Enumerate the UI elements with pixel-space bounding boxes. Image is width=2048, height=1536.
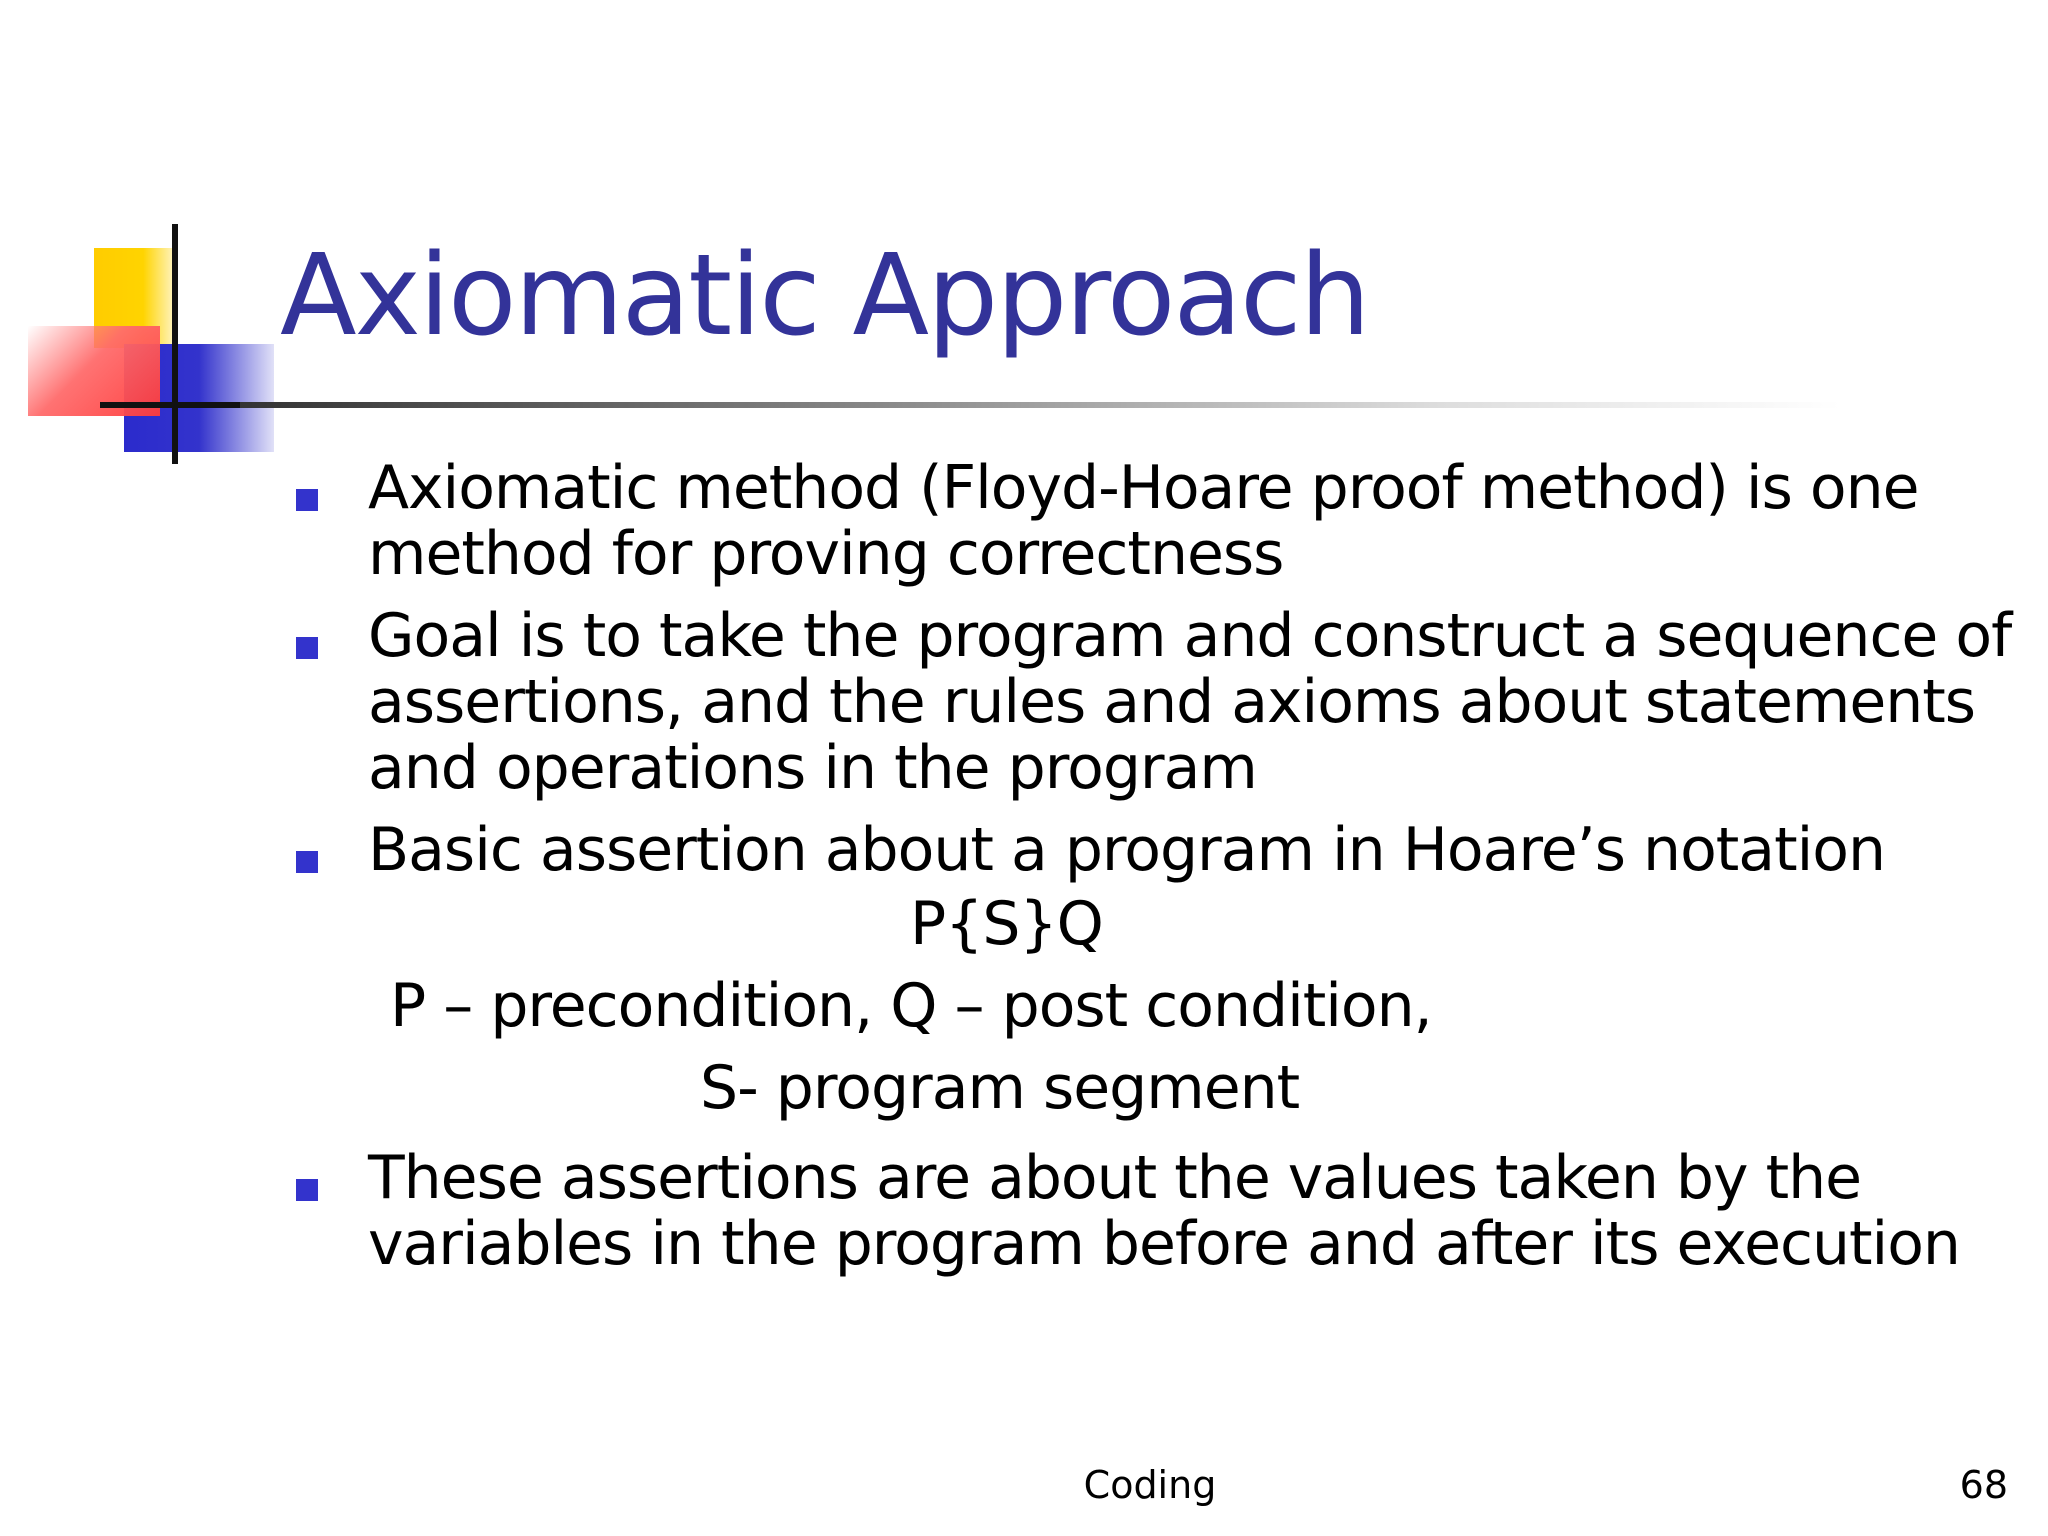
square-bullet-icon [296, 489, 318, 511]
page-number: 68 [1959, 1463, 2008, 1507]
slide-title: Axiomatic Approach [280, 231, 1369, 361]
slide-content [290, 455, 2030, 1293]
notation-definition-line2: S- program segment [700, 1053, 1300, 1123]
square-bullet-icon [296, 1179, 318, 1201]
footer-title: Coding [1083, 1463, 1217, 1507]
bullet-list-continued [290, 1145, 2030, 1277]
slide-logo [0, 0, 300, 480]
bullet-item [290, 455, 2030, 587]
bullet-item [290, 603, 2030, 801]
bullet-text: These assertions are about the values taken by the variables in the program before and after its execution [368, 1143, 1960, 1279]
bullet-item [290, 1145, 2030, 1277]
bullet-text: Basic assertion about a program in Hoare’s notation [368, 815, 1885, 885]
bullet-text: Goal is to take the program and construct a sequence of assertions, and the rules and axioms about statements and operations in the program [368, 601, 2012, 803]
notation-definition-line1: P – precondition, Q – post condition, [390, 971, 1432, 1041]
bullet-item [290, 817, 2030, 883]
hoare-notation: P{S}Q [910, 889, 1103, 959]
logo-vertical-line [172, 224, 178, 464]
title-underline [240, 402, 1840, 408]
square-bullet-icon [296, 637, 318, 659]
bullet-list [290, 455, 2030, 883]
bullet-text: Axiomatic method (Floyd-Hoare proof method) is one method for proving correctness [368, 453, 1919, 589]
square-bullet-icon [296, 851, 318, 873]
